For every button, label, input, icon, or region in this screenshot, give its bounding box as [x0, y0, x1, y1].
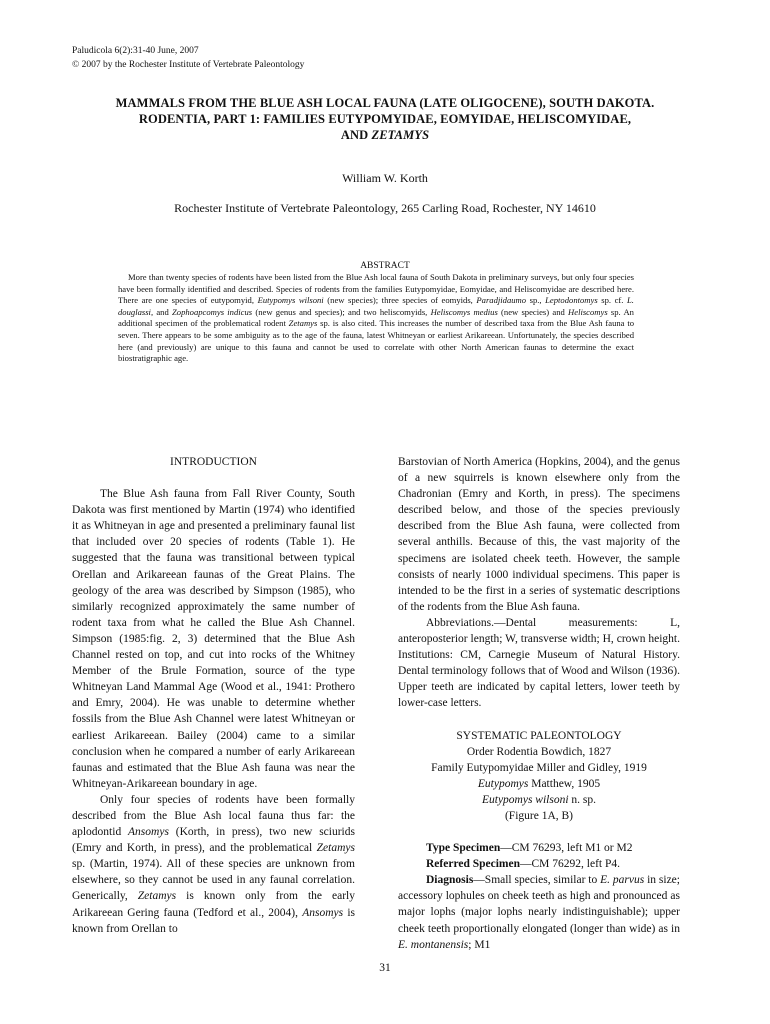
taxon-name: E. montanensis: [398, 938, 469, 951]
paper-title: [60, 95, 710, 143]
left-column: [72, 454, 355, 937]
systematic-heading: SYSTEMATIC PALEONTOLOGY: [456, 729, 622, 742]
title-line-1: MAMMALS FROM THE BLUE ASH LOCAL FAUNA (LATE OLIGOCENE), SOUTH DAKOTA.: [115, 96, 655, 110]
abstract-span: sp. is also cited. This increases the number of described taxa from the Blue Ash fauna to seven. There appears to be some ambiguity as to the age of the fauna, latest Whitneyan or earliest Arikareean. Unfortunately, the species described here (and previously) are unique to this fauna and cannot be used to correlate with other North American faunas to determine the exact biostratigraphic age.: [118, 318, 635, 364]
intro-paragraph-1: The Blue Ash fauna from Fall River County, South Dakota was first mentioned by Martin (1974) who identified it as Whitneyan in age and presented a preliminary faunal list that included over 20 species of rodents (Table 1). He suggested that the fauna was transitional between typical Orellan and Arikareean faunas of the Great Plains. The geology of the area was described by Simpson (1985), who similarly recognized approximately the same number of rodent taxa from what he called the Blue Ash Channel. Simpson (1985:fig. 2, 3) determined that the Blue Ash Channel rested on top, and cut into rocks of the Whitney Member of the Brule Formation, source of the type Whitneyan Land Mammal Age (Wood et al., 1941: Prothero and Emry, 2004). He was unable to determine whether fossils from the Blue Ash Channel were latest Whitneyan or earliest Arikareean. Bailey (2004) came to a similar conclusion when he compared a number of early Arikareean faunas and estimated that the Blue Ash fauna was near the Whitneyan-Arikareean boundary in age.: [72, 488, 355, 790]
paragraph-span: Only four species of rodents have been formally described from the Blue Ash local fauna thus far: the aplodontid: [72, 793, 355, 839]
abstract-taxon: L. douglassi: [118, 295, 634, 317]
intro-continued-paragraph: Barstovian of North America (Hopkins, 2004), and the genus of a new squirrels is known elsewhere only from the Chadronian (Emry and Korth, in press). The specimens described below, and those of the species previously described from the Blue Ash fauna, were collected from several anthills. Because of this, the vast majority of the specimens are isolated cheek teeth. However, the sample consists of nearly 1000 individual specimens. This paper is intended to be the first in a series of systematic descriptions of the rodents from the Blue Ash fauna.: [398, 456, 680, 613]
diagnosis-paragraph: [398, 872, 680, 952]
abstract-span: (new species); three species of eomyids,: [323, 295, 477, 306]
abstract-span: More than twenty species of rodents have been listed from the Blue Ash local fauna of South Dakota in preliminary surveys, but only four species have been formally identified and described. Species of rodents from the families Eutypomyidae, Eomyidae, and Heliscomyidae are described here. There are one species of eutypomyid,: [118, 272, 634, 306]
abstract-span: , and: [150, 306, 172, 317]
abstract-taxon: Heliscomys medius: [430, 306, 498, 317]
page-number: 31: [379, 962, 391, 974]
referred-label: Referred Specimen: [426, 858, 520, 871]
title-line-3: [60, 127, 710, 143]
journal-issue: Paludicola 6(2):31-40 June, 2007: [72, 46, 199, 56]
title-line-3-text: AND: [340, 128, 372, 142]
spacer: [72, 470, 355, 486]
paragraph-span: (Korth, in press), two new sciurids (Emry and Korth, in press), and the problematical: [72, 826, 355, 855]
abstract-taxon: Eutypomys wilsoni: [257, 295, 324, 306]
taxon-name: Ansomys: [128, 826, 169, 839]
abstract-taxon: Leptodontomys: [545, 295, 598, 306]
paragraph-span: is known only from the early Arikareean Gering fauna (Tedford et al., 2004),: [72, 890, 355, 919]
copyright-line: © 2007 by the Rochester Institute of Vertebrate Paleontology: [72, 60, 305, 70]
abstract-heading: ABSTRACT: [360, 261, 410, 271]
abstract-text: [118, 272, 634, 365]
referred-specimen-line: [398, 856, 680, 872]
diagnosis-label: Diagnosis: [426, 874, 474, 887]
intro-paragraph-2: [72, 792, 355, 937]
abstract-taxon: Heliscomys: [568, 306, 608, 317]
abstract-taxon: Zophoapcomys indicus: [172, 306, 253, 317]
author-affiliation: Rochester Institute of Vertebrate Paleontology, 265 Carling Road, Rochester, NY 14610: [174, 201, 596, 215]
introduction-heading: INTRODUCTION: [170, 456, 257, 468]
right-column: [398, 454, 680, 953]
abstract-taxon: Paradjidaumo: [476, 295, 527, 306]
taxon-name: Ansomys: [302, 906, 344, 919]
paragraph-span: in size; accessory lophules on cheek teeth as high and pronounced as major lophs (major lophs nearly indistinguishable); upper cheek teeth proportionally elongated (longer than wide) as in: [398, 874, 680, 935]
figure-reference: (Figure 1A, B): [504, 809, 574, 822]
genus-authority: Matthew, 1905: [528, 777, 601, 790]
title-zetamys: ZETAMYS: [371, 128, 430, 142]
type-specimen-line: [398, 840, 680, 856]
abbreviations-paragraph: Abbreviations.—Dental measurements: L, anteroposterior length; W, transverse width; H, crown height. Institutions: CM, Carnegie Museum of Natural History. Dental terminology follows that of Wood and Wilson (1936). Upper teeth are indicated by capital letters, lower teeth by lower-case letters.: [398, 616, 680, 710]
species-name: Eutypomys wilsoni: [481, 793, 569, 806]
abstract-span: (new genus and species); and two heliscomyids,: [252, 306, 431, 317]
spacer: [398, 824, 680, 840]
spacer: [398, 712, 680, 728]
abstract-span: sp. cf.: [597, 295, 628, 306]
genus-name: Eutypomys: [477, 777, 529, 790]
paragraph-span: sp. (Martin, 1974). All of these species are unknown from elsewhere, so they cannot be used in any faunal correlation. Generically,: [72, 858, 355, 903]
paragraph-span: ; M1: [468, 938, 491, 951]
paragraph-span: —Small species, similar to: [473, 874, 601, 887]
taxon-name: Zetamys: [137, 890, 177, 903]
order-line: Order Rodentia Bowdich, 1827: [466, 745, 612, 758]
abstract-taxon: Zetamys: [288, 318, 318, 329]
species-line: [398, 792, 680, 808]
abstract-span: sp. An additional specimen of the problematical rodent: [118, 306, 634, 329]
type-label: Type Specimen: [426, 842, 501, 855]
taxon-name: Zetamys: [316, 842, 355, 855]
title-line-2: RODENTIA, PART 1: FAMILIES EUTYPOMYIDAE, EOMYIDAE, HELISCOMYIDAE,: [138, 112, 632, 126]
genus-line: [398, 776, 680, 792]
species-status: n. sp.: [568, 793, 597, 806]
paragraph-span: is known from Orellan to: [72, 906, 356, 935]
abstract-span: (new species) and: [497, 306, 569, 317]
referred-text: —CM 76292, left P4.: [520, 858, 620, 871]
abstract-span: sp.,: [526, 295, 546, 306]
author-name: William W. Korth: [342, 171, 428, 185]
journal-citation: [72, 44, 304, 72]
family-line: Family Eutypomyidae Miller and Gidley, 1919: [431, 761, 647, 774]
type-text: —CM 76293, left M1 or M2: [500, 842, 633, 855]
taxon-name: E. parvus: [600, 874, 645, 887]
